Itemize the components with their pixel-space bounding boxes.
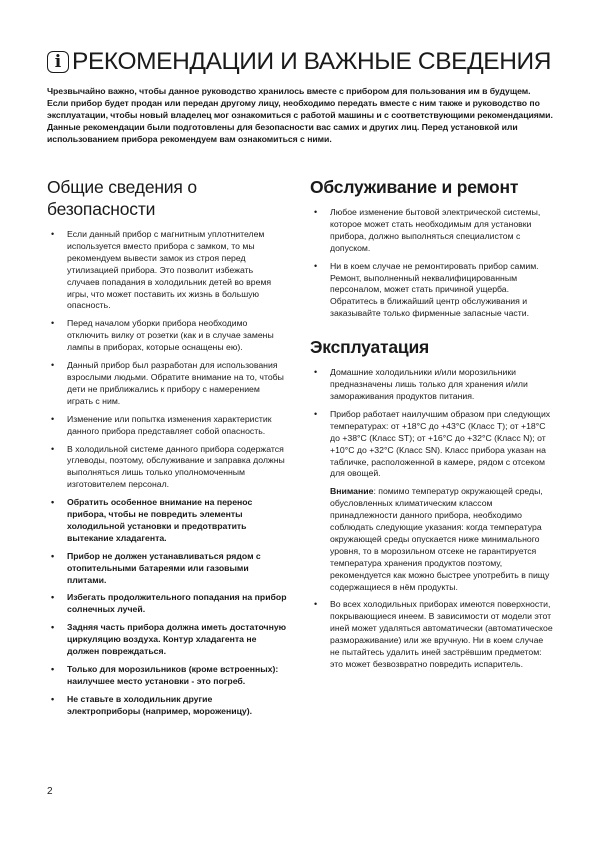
safety-section-title: Общие сведения о безопасности xyxy=(47,177,197,219)
list-item: • Только для морозильников (кроме встроенных): наилучшее место установки - это погреб. xyxy=(47,664,287,688)
left-column xyxy=(47,176,287,724)
list-item: • Любое изменение бытовой электрической системы, которое может стать необходимым для установки прибора, должно выполняться специалистом с допуском. xyxy=(310,207,553,255)
warning-text: : помимо температур окружающей среды, обусловленных климатическим классом принадлежности данного прибора, необходимо соблюдать следующие указания: когда температура окружающей среды опускается ниже минимального уровня, то в морозильном отсеке не гарантируется температура хранения продуктов поэтому, рекомендуется как можно быстрее употребить в пищу содержащиеся в нём продукты. xyxy=(330,486,550,592)
list-item: • Перед началом уборки прибора необходимо отключить вилку от розетки (как и в случае замены лампы в приборах, которые оснащены ею). xyxy=(47,318,287,354)
list-item: • Избегать продолжительного попадания на прибор солнечных лучей. xyxy=(47,592,287,616)
info-icon: i xyxy=(47,51,69,73)
list-item: • Домашние холодильники и/или морозильники предназначены лишь только для хранения и/или замораживания продуктов питания. xyxy=(310,367,553,403)
list-item: • Данный прибор был разработан для использования взрослыми людьми. Обратите внимание на то, чтобы дети не приближались к прибору с намерением играть с ним. xyxy=(47,360,287,408)
service-list xyxy=(310,207,553,320)
warning-label: Внимание xyxy=(330,486,374,497)
operation-section-title: Эксплуатация xyxy=(310,337,430,358)
list-item-text: Прибор работает наилучшим образом при следующих температурах: от +18°C до +43°C (Класс T); от +18°C до +38°C (Класс ST); от +16°C до +32°C (Класс N); от +10°C до +32°C (Класс SN). Класс прибора указан на табличке, расположенной в камере, рядом с отсеком для овощей. xyxy=(330,408,551,479)
operation-list xyxy=(310,367,553,671)
right-column xyxy=(310,176,553,677)
service-section-title: Обслуживание и ремонт xyxy=(310,177,519,197)
list-item: • Если данный прибор с магнитным уплотнителем используется вместо прибора с замком, то мы рекомендуем вывести замок из строя перед утилизацией прибора. Это позволит избежать случаев попадания в холодильник детей во время игры, что может поставить их жизнь в большую опасность. xyxy=(47,229,287,312)
list-item: • Прибор не должен устанавливаться рядом с отопительными батареями или газовыми плитами. xyxy=(47,551,287,587)
list-item xyxy=(310,409,553,594)
page-header xyxy=(47,45,557,79)
intro-text xyxy=(47,86,553,146)
list-item: • В холодильной системе данного прибора содержатся углеводы, поэтому, обслуживание и заправка должны выполняться лишь только уполномоченным изготовителем персонал. xyxy=(47,444,287,492)
list-item: • Изменение или попытка изменения характеристик данного прибора представляет собой опасность. xyxy=(47,414,287,438)
list-item: • Не ставьте в холодильник другие электроприборы (например, мороженицу). xyxy=(47,694,287,718)
safety-list xyxy=(47,229,287,718)
page-number: 2 xyxy=(47,786,53,797)
page-title: РЕКОМЕНДАЦИИ И ВАЖНЫЕ СВЕДЕНИЯ xyxy=(72,48,552,75)
list-item: • Обратить особенное внимание на перенос прибора, чтобы не повредить элементы холодильной установки и предотвратить вытекание хладагента. xyxy=(47,497,287,545)
list-item: • Задняя часть прибора должна иметь достаточную циркуляцию воздуха. Контур хладагента не должен повреждаться. xyxy=(47,622,287,658)
list-item: • Во всех холодильных приборах имеются поверхности, покрывающиеся инеем. В зависимости от модели этот иней может удаляться автоматически (автоматическое размораживание) или же вручную. Ни в коем случае не пытайтесь удалить иней застрёвшим предметом: это может безвозвратно повредить испаритель. xyxy=(310,599,553,670)
warning-note xyxy=(330,486,553,593)
intro-paragraph-1: Чрезвычайно важно, чтобы данное руководство хранилось вместе с прибором для пользования им в будущем. Если прибор будет продан или передан другому лицу, необходимо передать вместе с ним также и руководство по эксплуатации, чтобы новый владелец мог ознакомиться с работой машины и с соответствующими рекомендациями. xyxy=(47,86,553,120)
list-item: • Ни в коем случае не ремонтировать прибор самим. Ремонт, выполненный неквалифицированным персоналом, может стать причиной ущерба. Обратитесь в ближайший центр обслуживания и заказывайте только фирменные запасные части. xyxy=(310,261,553,321)
intro-paragraph-2: Данные рекомендации были подготовлены для безопасности вас самих и других лиц. Перед установкой или использованием прибора рекомендуем вам ознакомиться с ними. xyxy=(47,121,518,144)
